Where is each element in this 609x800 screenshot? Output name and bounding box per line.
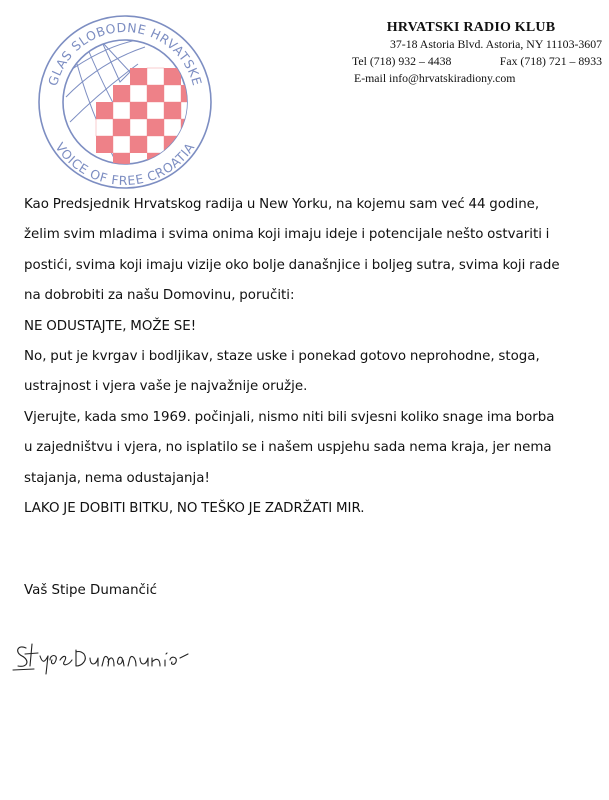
letterhead [330, 20, 602, 87]
org-fax: Fax (718) 721 – 8933 [499, 54, 602, 68]
logo-arc-text-bottom: VOICE OF FREE CROATIA [52, 139, 198, 189]
logo-arc-text-top: GLAS SLOBODNE HRVATSKE [45, 19, 205, 88]
handwritten-signature [10, 630, 210, 680]
letter-line: No, put je kvrgav i bodljikav, staze uske i ponekad gotovo neprohodne, stoga, [24, 349, 540, 365]
letter-line: Kao Predsjednik Hrvatskog radija u New Yorku, na kojemu sam već 44 godine, [24, 197, 540, 212]
letter-line: na dobrobiti za našu Domovinu, poručiti: [24, 288, 295, 304]
letter-line: u zajedništvu i vjera, no isplatilo se i našem uspjehu sada nema kraja, jer nema [24, 440, 552, 456]
letter-closing: Vaš Stipe Dumančić [24, 583, 158, 598]
org-address: 37-18 Astoria Blvd. Astoria, NY 11103-3607 [389, 37, 602, 51]
phone-fax-row [330, 53, 602, 70]
org-name: HRVATSKI RADIO KLUB [386, 20, 556, 35]
org-tel: Tel (718) 932 – 4438 [352, 54, 452, 68]
letter-line: LAKO JE DOBITI BITKU, NO TEŠKO JE ZADRŽATI MIR. [24, 501, 365, 517]
letter-line: ustrajnost i vjera vaše je najvažnije oružje. [24, 379, 308, 395]
org-email: E-mail info@hrvatskiradiony.com [354, 71, 516, 85]
letter-line: Vjerujte, kada smo 1969. počinjali, nismo niti bili svjesni koliko snage ima borba [24, 409, 555, 425]
radio-logo [30, 2, 220, 192]
letter-line: želim svim mladima i svima onima koji imaju ideje i potencijale nešto ostvariti i [24, 227, 550, 243]
letter-line: postići, svima koji imaju vizije oko bolje današnjice i boljeg sutra, svima koji rade [24, 257, 560, 273]
letter-line: NE ODUSTAJTE, MOŽE SE! [24, 318, 197, 334]
letter-body [24, 190, 602, 524]
letter-line: stajanja, nema odustajanja! [24, 470, 210, 486]
